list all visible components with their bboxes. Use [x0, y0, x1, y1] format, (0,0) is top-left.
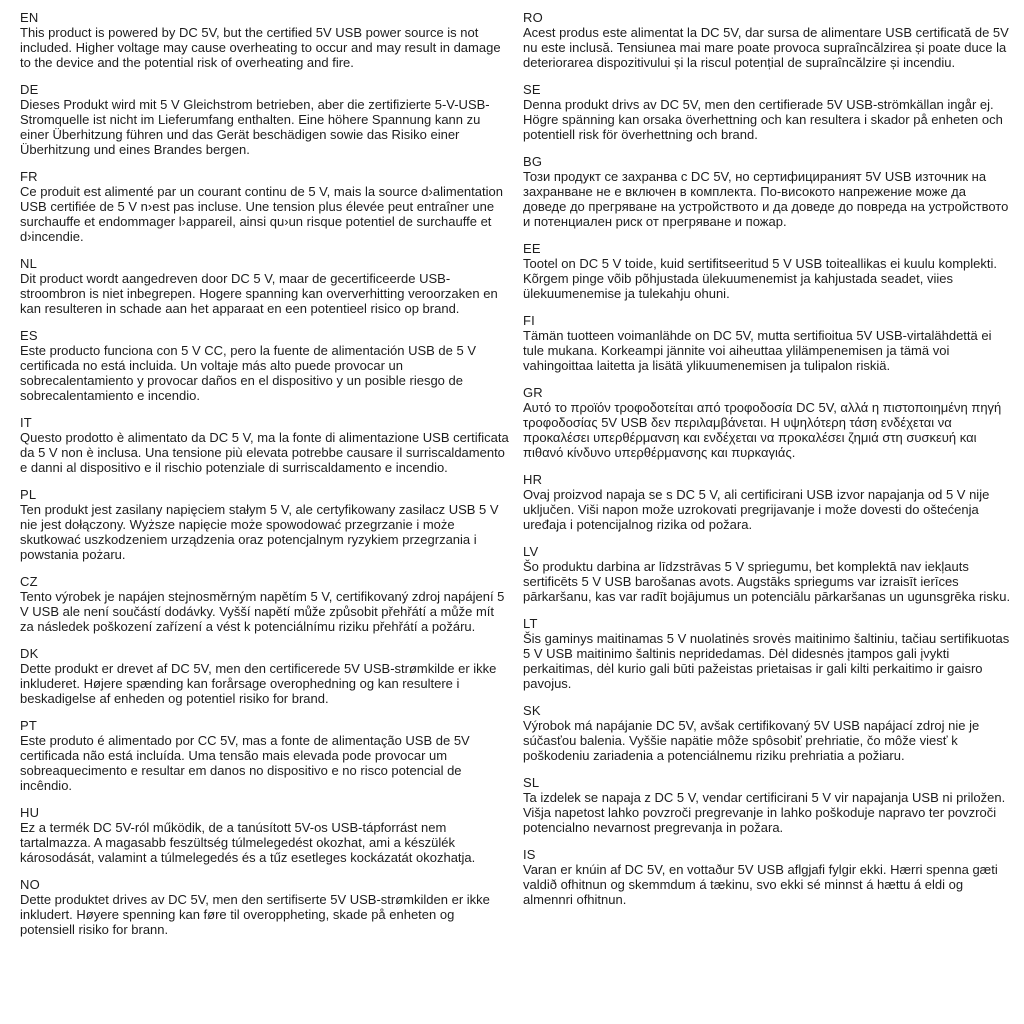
- language-text: Dit product wordt aangedreven door DC 5 V, maar de gecertificeerde USB-stroombron is niet inbegrepen. Hogere spanning kan oververhitting veroorzaken en kan resulteren in schade aan het apparaat en een potentieel risico op brand.: [20, 271, 498, 316]
- language-code: RO: [523, 10, 543, 25]
- language-block-sl: [523, 775, 1012, 835]
- language-text: Tämän tuotteen voimanlähde on DC 5V, mutta sertifioitua 5V USB-virtalähdettä ei tule mukana. Korkeampi jännite voi aiheuttaa ylilämpenemisen ja tämä voi vahingoittaa laitetta ja lisätä ylikuumenemisen ja tulipalon riskiä.: [523, 328, 992, 373]
- language-code: PT: [20, 718, 38, 733]
- language-block-se: [523, 82, 1012, 142]
- right-column: [523, 10, 1012, 949]
- language-code: FI: [523, 313, 535, 328]
- language-text: Ten produkt jest zasilany napięciem stałym 5 V, ale certyfikowany zasilacz USB 5 V nie jest dołączony. Wyższe napięcie może spowodować przegrzanie i może skutkować uszkodzeniem urządzenia oraz potencjalnym ryzykiem przegrzania i powstania pożaru.: [20, 502, 499, 562]
- language-code: LV: [523, 544, 539, 559]
- language-code: IT: [20, 415, 32, 430]
- language-code: NO: [20, 877, 40, 892]
- language-block-fi: [523, 313, 1012, 373]
- language-text: Tootel on DC 5 V toide, kuid sertifitseeritud 5 V USB toiteallikas ei kuulu komplekti. Kõrgem pinge võib põhjustada ülekuumenemist ja kahjustada seadet, viies ülekuumenemise ja tulekahju ohuni.: [523, 256, 998, 301]
- language-block-is: [523, 847, 1012, 907]
- language-text: Tento výrobek je napájen stejnosměrným napětím 5 V, certifikovaný zdroj napájení 5 V USB ale není součástí dodávky. Vyšší napětí může způsobit přehřátí a může mít za následek poškození zařízení a vést k potenciálnímu riziku přehřátí a požáru.: [20, 589, 505, 634]
- language-code: DK: [20, 646, 39, 661]
- language-block-cz: [20, 574, 509, 634]
- language-block-hu: [20, 805, 509, 865]
- language-block-en: [20, 10, 509, 70]
- left-column: [20, 10, 509, 949]
- language-text: Dieses Produkt wird mit 5 V Gleichstrom betrieben, aber die zertifizierte 5-V-USB-Stromquelle ist nicht im Lieferumfang enthalten. Eine höhere Spannung kann zu einer Überhitzung führen und das Gerät beschädigen sowie das Risiko einer Überhitzung und eines Brandes bergen.: [20, 97, 490, 157]
- language-text: Varan er knúin af DC 5V, en vottaður 5V USB aflgjafi fylgir ekki. Hærri spenna gæti valdið ofhitnun og skemmdum á tækinu, svo ekki sé minnst á hættu á eldi og almennri ofhitnun.: [523, 862, 998, 907]
- language-block-nl: [20, 256, 509, 316]
- language-code: IS: [523, 847, 536, 862]
- language-text: Dette produkt er drevet af DC 5V, men den certificerede 5V USB-strømkilde er ikke inkluderet. Højere spænding kan forårsage overophedning og kan resultere i beskadigelse af enheden og potentiel risiko for brand.: [20, 661, 497, 706]
- language-code: HR: [523, 472, 543, 487]
- language-block-lv: [523, 544, 1012, 604]
- language-code: SL: [523, 775, 540, 790]
- language-code: DE: [20, 82, 39, 97]
- language-block-de: [20, 82, 509, 157]
- language-code: SE: [523, 82, 541, 97]
- language-block-it: [20, 415, 509, 475]
- language-code: EN: [20, 10, 39, 25]
- language-text: Šis gaminys maitinamas 5 V nuolatinės srovės maitinimo šaltiniu, tačiau sertifikuotas 5 V USB maitinimo šaltinis nepridedamas. Dėl didesnės įtampos gali įvykti perkaitimas, dėl kurio gali būti pažeistas prietaisas ir gali kilti perkaitimo ir gaisro pavojus.: [523, 631, 1010, 691]
- language-code: ES: [20, 328, 38, 343]
- language-text: Este produto é alimentado por CC 5V, mas a fonte de alimentação USB de 5V certificada não está incluída. Uma tensão mais elevada pode provocar um sobreaquecimento e resultar em danos no dispositivo e no risco potencial de incêndio.: [20, 733, 470, 793]
- language-text: Този продукт се захранва с DC 5V, но сертифицираният 5V USB източник на захранване не е включен в комплекта. По-високото напрежение може да доведе до прегряване на устройството и да доведе до повреда на устройството и потенциален риск от прегряване и пожар.: [523, 169, 1009, 229]
- language-block-pt: [20, 718, 509, 793]
- language-text: Αυτό το προϊόν τροφοδοτείται από τροφοδοσία DC 5V, αλλά η πιστοποιημένη πηγή τροφοδοσίας 5V USB δεν περιλαμβάνεται. Η υψηλότερη τάση ενδέχεται να προκαλέσει υπερθέρμανση και ενδέχεται να προκαλέσει ζημιά στη συσκευή και πιθανό κίνδυνο υπερθέρμανσης και πυρκαγιάς.: [523, 400, 1002, 460]
- language-block-bg: [523, 154, 1012, 229]
- language-block-fr: [20, 169, 509, 244]
- language-code: FR: [20, 169, 38, 184]
- language-text: Dette produktet drives av DC 5V, men den sertifiserte 5V USB-strømkilden er ikke inkludert. Høyere spenning kan føre til overoppheting, skade på enheten og potensiell risiko for brann.: [20, 892, 490, 937]
- language-block-ro: [523, 10, 1012, 70]
- language-text: Ez a termék DC 5V-ról működik, de a tanúsított 5V-os USB-tápforrást nem tartalmazza. A magasabb feszültség túlmelegedést okozhat, ami a készülék károsodását, valamint a túlmelegedés és a tűz esetleges kockázatát okozhatja.: [20, 820, 476, 865]
- language-text: Este producto funciona con 5 V CC, pero la fuente de alimentación USB de 5 V certificada no está incluida. Un voltaje más alto puede provocar un sobrecalentamiento y provocar daños en el dispositivo y un posible riesgo de sobrecalentamiento e incendio.: [20, 343, 476, 403]
- language-code: NL: [20, 256, 38, 271]
- language-code: HU: [20, 805, 40, 820]
- language-text: Ovaj proizvod napaja se s DC 5 V, ali certificirani USB izvor napajanja od 5 V nije uključen. Viši napon može uzrokovati pregrijavanje i može dovesti do oštećenja uređaja i potencijalnog rizika od požara.: [523, 487, 990, 532]
- language-text: Questo prodotto è alimentato da DC 5 V, ma la fonte di alimentazione USB certificata da 5 V non è inclusa. Una tensione più elevata potrebbe causare il surriscaldamento e danni al dispositivo e il rischio potenziale di surriscaldamento e incendio.: [20, 430, 509, 475]
- language-block-hr: [523, 472, 1012, 532]
- language-text: Denna produkt drivs av DC 5V, men den certifierade 5V USB-strömkällan ingår ej. Högre spänning kan orsaka överhettning och kan resultera i skador på enheten och potentiell risk för överhettning och brand.: [523, 97, 1003, 142]
- language-code: CZ: [20, 574, 38, 589]
- language-block-pl: [20, 487, 509, 562]
- language-code: EE: [523, 241, 541, 256]
- language-block-lt: [523, 616, 1012, 691]
- language-text: Výrobok má napájanie DC 5V, avšak certifikovaný 5V USB napájací zdroj nie je súčasťou balenia. Vyššie napätie môže spôsobiť prehriatie, čo môže viesť k poškodeniu zariadenia a potenciálnemu riziku prehriatia a požiaru.: [523, 718, 980, 763]
- language-block-sk: [523, 703, 1012, 763]
- language-block-ee: [523, 241, 1012, 301]
- language-block-es: [20, 328, 509, 403]
- language-code: SK: [523, 703, 541, 718]
- language-text: Acest produs este alimentat la DC 5V, dar sursa de alimentare USB certificată de 5V nu este inclusă. Tensiunea mai mare poate provoca supraîncălzirea și poate duce la deteriorarea dispozitivului și la riscul potențial de supraîncălzire și incendiu.: [523, 25, 1009, 70]
- language-code: PL: [20, 487, 37, 502]
- language-code: LT: [523, 616, 538, 631]
- language-text: Ta izdelek se napaja z DC 5 V, vendar certificirani 5 V vir napajanja USB ni priložen. Višja napetost lahko povzroči pregrevanje in lahko poškoduje napravo ter povzroči potencialno nevarnost pregrevanja in požara.: [523, 790, 1006, 835]
- language-code: GR: [523, 385, 543, 400]
- language-block-gr: [523, 385, 1012, 460]
- language-text: Ce produit est alimenté par un courant continu de 5 V, mais la source d›alimentation USB certifiée de 5 V n›est pas incluse. Une tension plus élevée peut entraîner une surchauffe et endommager l›appareil, ainsi qu›un risque potentiel de surchauffe et d›incendie.: [20, 184, 503, 244]
- language-block-no: [20, 877, 509, 937]
- language-text: This product is powered by DC 5V, but the certified 5V USB power source is not included. Higher voltage may cause overheating to occur and may result in damage to the device and the potential risk of overheating and fire.: [20, 25, 501, 70]
- language-code: BG: [523, 154, 543, 169]
- language-block-dk: [20, 646, 509, 706]
- language-text: Šo produktu darbina ar līdzstrāvas 5 V spriegumu, bet komplektā nav iekļauts sertificēts 5 V USB barošanas avots. Augstāks spriegums var izraisīt ierīces pārkaršanu, kas var radīt bojājumus un potenciālu pārkaršanas un ugunsgrēka risku.: [523, 559, 1011, 604]
